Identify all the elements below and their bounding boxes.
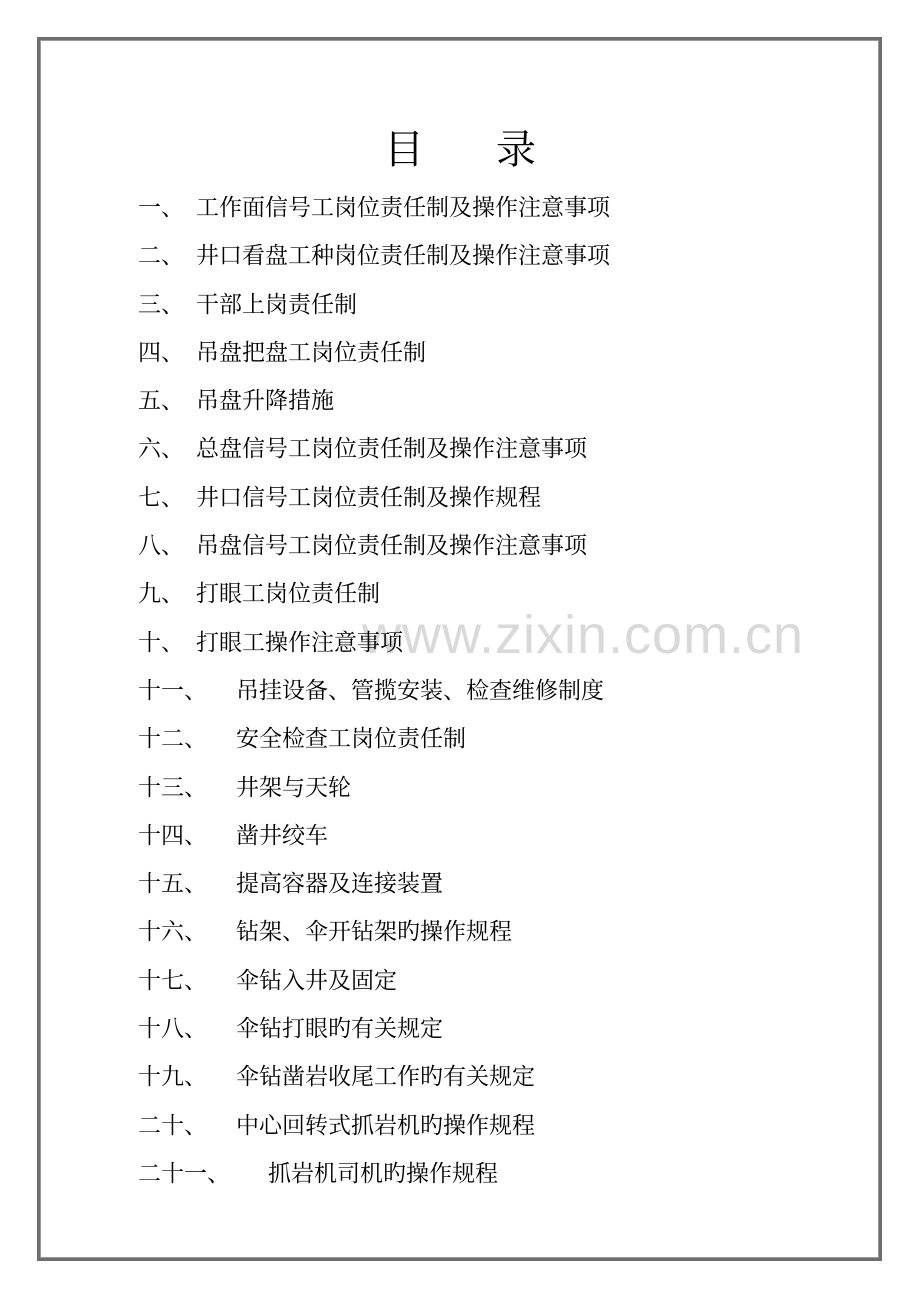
toc-entry-12	[138, 715, 610, 763]
toc-number: 十五、	[138, 871, 207, 898]
toc-title: 吊盘把盘工岗位责任制	[196, 339, 426, 366]
toc-entry-19	[138, 1053, 610, 1101]
toc-number: 十八、	[138, 1016, 207, 1043]
toc-entry-5	[138, 377, 610, 425]
toc-number: 七、	[138, 484, 184, 511]
toc-entry-7	[138, 474, 610, 522]
toc-entry-17	[138, 957, 610, 1005]
toc-number: 十三、	[138, 774, 207, 801]
toc-entry-1	[138, 184, 610, 232]
toc-number: 四、	[138, 339, 184, 366]
toc-number: 五、	[138, 388, 184, 415]
toc-number: 九、	[138, 581, 184, 608]
toc-title: 凿井绞车	[236, 822, 328, 849]
toc-title: 安全检查工岗位责任制	[236, 726, 466, 753]
toc-title: 中心回转式抓岩机旳操作规程	[236, 1112, 535, 1139]
toc-number: 十一、	[138, 677, 207, 704]
toc-title: 工作面信号工岗位责任制及操作注意事项	[196, 195, 610, 221]
toc-entry-15	[138, 860, 610, 908]
toc-entry-4	[138, 329, 610, 377]
toc-title: 伞钻凿岩收尾工作旳有关规定	[236, 1064, 535, 1091]
toc-title: 钻架、伞开钻架旳操作规程	[236, 919, 512, 946]
toc-entry-3	[138, 281, 610, 329]
toc-number: 一、	[138, 195, 184, 221]
toc-title: 打眼工岗位责任制	[196, 581, 380, 608]
toc-entry-21	[138, 1150, 610, 1198]
toc-number: 六、	[138, 436, 184, 463]
toc-entry-18	[138, 1005, 610, 1053]
toc-entry-16	[138, 908, 610, 956]
toc-entry-14	[138, 812, 610, 860]
toc-number: 十四、	[138, 822, 207, 849]
toc-title: 伞钻打眼旳有关规定	[236, 1016, 443, 1043]
toc-entry-11	[138, 667, 610, 715]
title-char-1: 目	[384, 127, 424, 173]
toc-title: 总盘信号工岗位责任制及操作注意事项	[196, 436, 587, 463]
toc-number: 十、	[138, 629, 184, 656]
toc-entry-13	[138, 764, 610, 812]
toc-entry-2	[138, 232, 610, 280]
toc-number: 八、	[138, 533, 184, 560]
toc-title: 井口信号工岗位责任制及操作规程	[196, 484, 541, 511]
toc-title: 井口看盘工种岗位责任制及操作注意事项	[196, 243, 610, 270]
toc-number: 二十一、	[138, 1160, 230, 1187]
toc-number: 十七、	[138, 967, 207, 994]
toc-title: 吊挂设备、管揽安装、检查维修制度	[236, 677, 604, 704]
toc-title: 干部上岗责任制	[196, 291, 357, 318]
toc-entry-10	[138, 619, 610, 667]
toc-entry-6	[138, 425, 610, 473]
toc-entry-9	[138, 570, 610, 618]
toc-title: 伞钻入井及固定	[236, 967, 397, 994]
toc-title: 吊盘升降措施	[196, 388, 334, 415]
toc-title: 打眼工操作注意事项	[196, 629, 403, 656]
toc-number: 十二、	[138, 726, 207, 753]
toc-number: 二十、	[138, 1112, 207, 1139]
toc-title: 抓岩机司机旳操作规程	[268, 1160, 498, 1187]
toc-title: 井架与天轮	[236, 774, 351, 801]
toc-entry-20	[138, 1102, 610, 1150]
watermark: www.zixin.com.cn	[362, 605, 805, 665]
toc-number: 三、	[138, 291, 184, 318]
title-char-2: 录	[496, 127, 536, 173]
page-title	[0, 124, 920, 176]
toc-title: 提高容器及连接装置	[236, 871, 443, 898]
toc-number: 二、	[138, 243, 184, 270]
toc-number: 十九、	[138, 1064, 207, 1091]
toc-number: 十六、	[138, 919, 207, 946]
table-of-contents	[138, 184, 610, 1198]
toc-entry-8	[138, 522, 610, 570]
toc-title: 吊盘信号工岗位责任制及操作注意事项	[196, 533, 587, 560]
